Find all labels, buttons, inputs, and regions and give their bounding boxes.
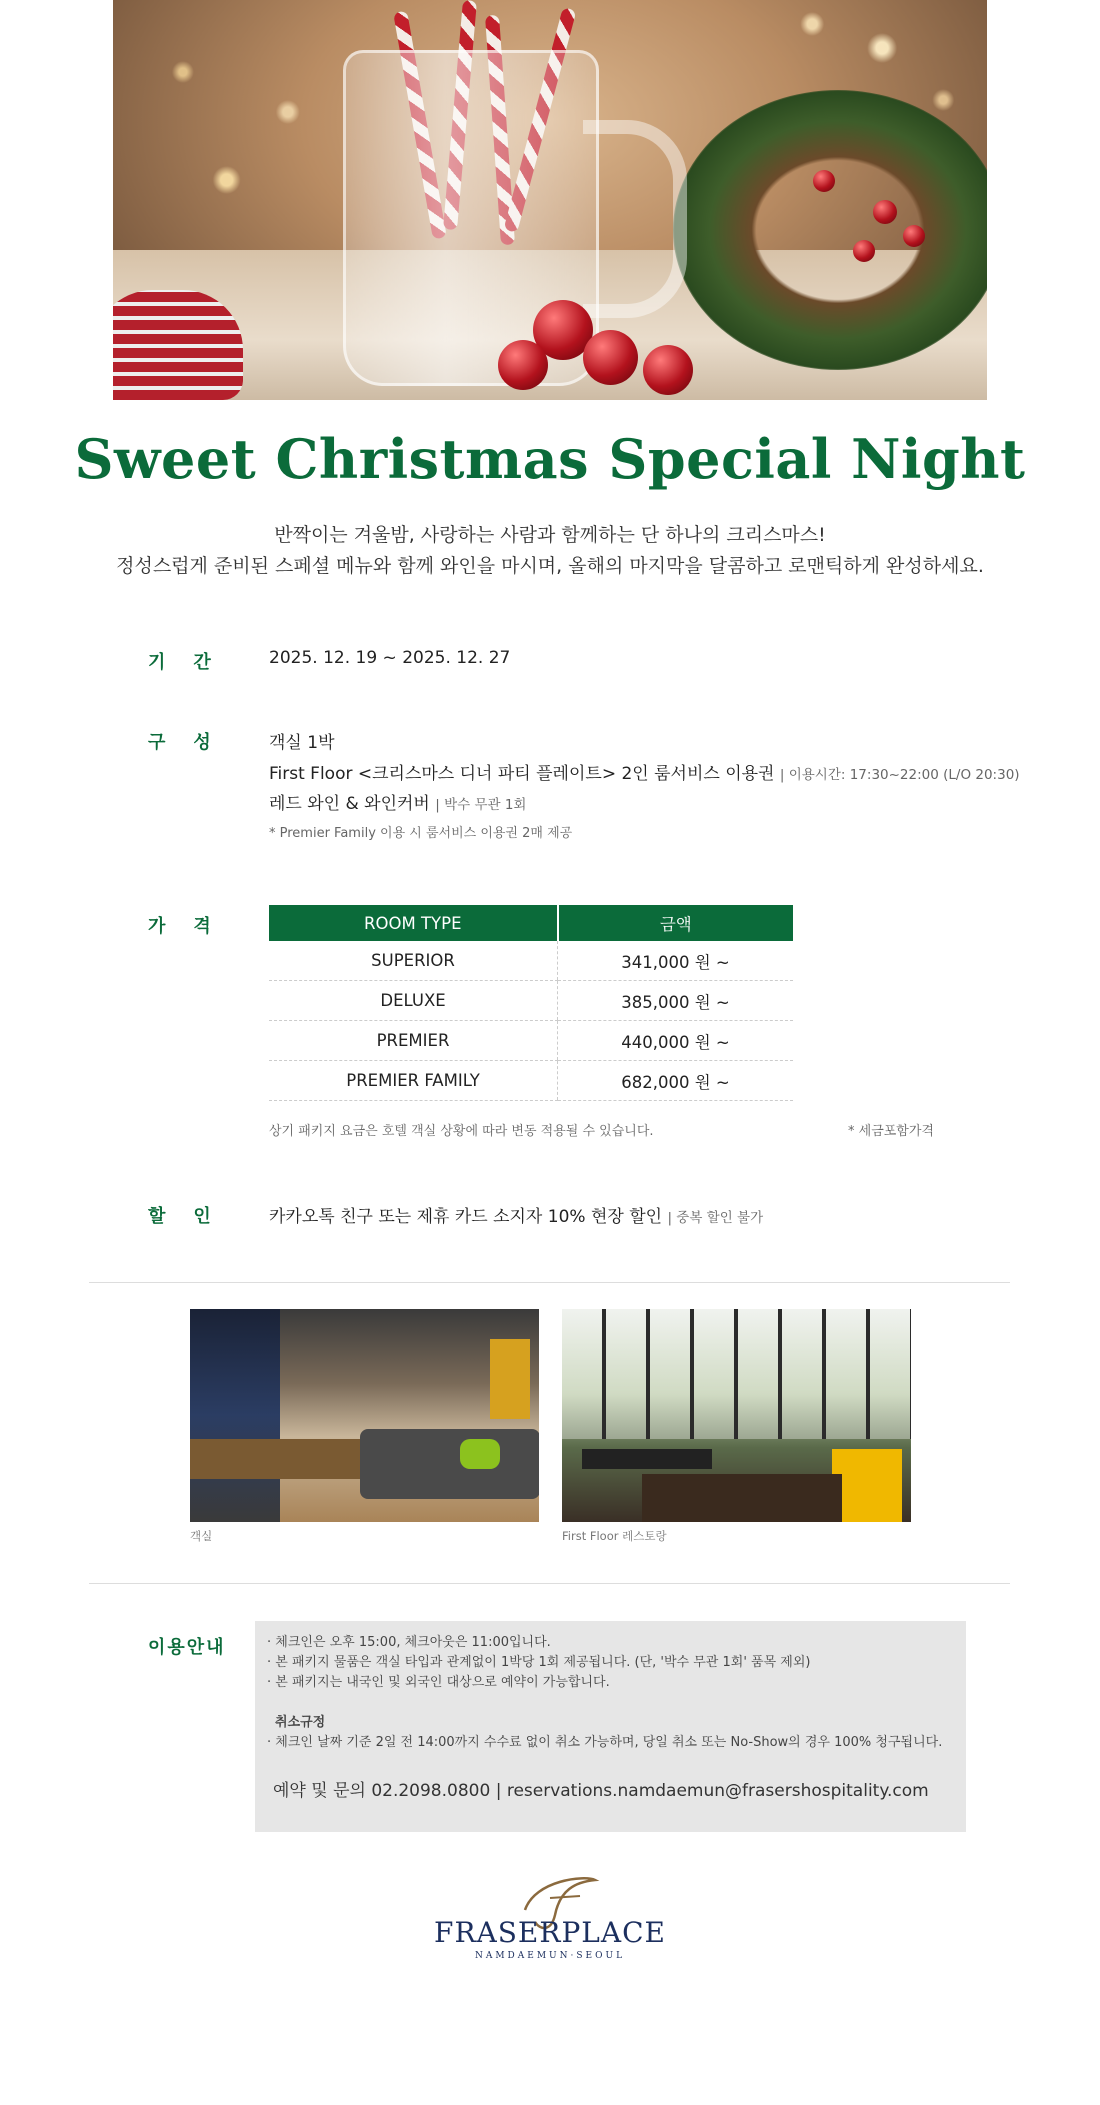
- composition-label: 구성: [148, 732, 239, 753]
- room-type-cell: SUPERIOR: [269, 941, 558, 981]
- hero-ornament: [643, 345, 693, 395]
- divider: [89, 1282, 1010, 1283]
- room-photo-window: [190, 1309, 280, 1522]
- composition-item-2: [269, 759, 1020, 784]
- composition-item-1: 객실 1박: [269, 733, 335, 753]
- price-cell: 682,000 원 ~: [558, 1061, 793, 1101]
- intro-line-2: 정성스럽게 준비된 스페셜 메뉴와 함께 와인을 마시며, 올해의 마지막을 달콤하고 로맨틱하게 완성하세요.: [116, 555, 984, 577]
- restaurant-photo-chair: [832, 1449, 902, 1522]
- period-label: 기간: [148, 652, 239, 673]
- price-table-header: [269, 905, 793, 941]
- composition-note: * Premier Family 이용 시 룸서비스 이용권 2매 제공: [269, 826, 573, 841]
- room-photo-cabinet: [190, 1439, 360, 1479]
- room-photo-sofa: [360, 1429, 539, 1499]
- info-line-2: · 본 패키지 물품은 객실 타입과 관계없이 1박당 1회 제공됩니다. (단, '박수 무관 1회' 품목 제외): [267, 1655, 811, 1670]
- room-type-cell: PREMIER FAMILY: [269, 1061, 558, 1101]
- price-cell: 341,000 원 ~: [558, 941, 793, 981]
- discount-note: | 중복 할인 불가: [667, 1210, 764, 1226]
- price-cell: 385,000 원 ~: [558, 981, 793, 1021]
- restaurant-photo-floor: [642, 1474, 842, 1522]
- hero-ornament: [583, 330, 638, 385]
- hero-mitten: [113, 290, 243, 400]
- info-line-3: · 본 패키지는 내국인 및 외국인 대상으로 예약이 가능합니다.: [267, 1675, 610, 1690]
- room-type-cell: DELUXE: [269, 981, 558, 1021]
- price-header-room-type: ROOM TYPE: [269, 905, 558, 941]
- info-box: [255, 1621, 966, 1832]
- price-note-left: 상기 패키지 요금은 호텔 객실 상황에 따라 변동 적용될 수 있습니다.: [269, 1124, 654, 1139]
- contact-info: 예약 및 문의 02.2098.0800 | reservations.namdaemun@frasershospitality.com: [273, 1781, 929, 1801]
- composition-item-3: [269, 789, 526, 814]
- price-label: 가격: [148, 916, 239, 937]
- info-lines: [267, 1633, 942, 1753]
- intro-text: [0, 520, 1100, 582]
- hero-wreath: [673, 90, 987, 370]
- page-title: Sweet Christmas Special Night: [74, 427, 1026, 491]
- restaurant-photo: [562, 1309, 911, 1522]
- room-photo-painting: [490, 1339, 530, 1419]
- price-header-amount: 금액: [558, 905, 793, 941]
- table-row: [269, 1061, 793, 1101]
- restaurant-photo-windows: [562, 1309, 911, 1439]
- restaurant-photo-caption: First Floor 레스토랑: [562, 1529, 667, 1543]
- composition-item-2-text: First Floor <크리스마스 디너 파티 플레이트> 2인 룸서비스 이용권: [269, 764, 775, 784]
- table-row: [269, 941, 793, 981]
- cancel-title: 취소규정: [275, 1715, 326, 1730]
- hero-jar-handle: [583, 120, 687, 318]
- logo-subtitle: NAMDAEMUN·SEOUL: [474, 1951, 626, 1961]
- intro-line-1: 반짝이는 겨울밤, 사랑하는 사람과 함께하는 단 하나의 크리스마스!: [274, 524, 826, 546]
- info-label: 이용안내: [148, 1637, 226, 1658]
- info-line-1: · 체크인은 오후 15:00, 체크아웃은 11:00입니다.: [267, 1635, 551, 1650]
- discount-value: [269, 1202, 763, 1227]
- restaurant-photo-table: [582, 1449, 712, 1469]
- period-value: 2025. 12. 19 ~ 2025. 12. 27: [269, 648, 511, 668]
- price-table: [269, 905, 793, 1101]
- price-cell: 440,000 원 ~: [558, 1021, 793, 1061]
- room-photo: [190, 1309, 539, 1522]
- composition-item-3-note: | 박수 무관 1회: [435, 797, 527, 813]
- spacer: [267, 1693, 942, 1713]
- table-row: [269, 1021, 793, 1061]
- hero-ornament: [498, 340, 548, 390]
- cancel-line: · 체크인 날짜 기준 2일 전 14:00까지 수수료 없이 취소 가능하며, 당일 취소 또는 No-Show의 경우 100% 청구됩니다.: [267, 1735, 943, 1750]
- discount-label: 할인: [148, 1206, 239, 1227]
- hero-berry: [903, 225, 925, 247]
- hero-berry: [813, 170, 835, 192]
- composition-item-3-text: 레드 와인 & 와인커버: [269, 794, 430, 814]
- logo-name: FRASERPLACE: [434, 1916, 666, 1949]
- composition-item-2-note: | 이용시간: 17:30~22:00 (L/O 20:30): [779, 767, 1020, 783]
- room-type-cell: PREMIER: [269, 1021, 558, 1061]
- room-photo-caption: 객실: [190, 1529, 213, 1543]
- hero-image: [113, 0, 987, 400]
- hero-berry: [853, 240, 875, 262]
- room-photo-pillow: [460, 1439, 500, 1469]
- divider: [89, 1583, 1010, 1584]
- discount-text: 카카오톡 친구 또는 제휴 카드 소지자 10% 현장 할인: [269, 1207, 663, 1227]
- table-row: [269, 981, 793, 1021]
- fraser-place-logo: [0, 1870, 1100, 1961]
- price-note-right: * 세금포함가격: [848, 1124, 934, 1139]
- hero-berry: [873, 200, 897, 224]
